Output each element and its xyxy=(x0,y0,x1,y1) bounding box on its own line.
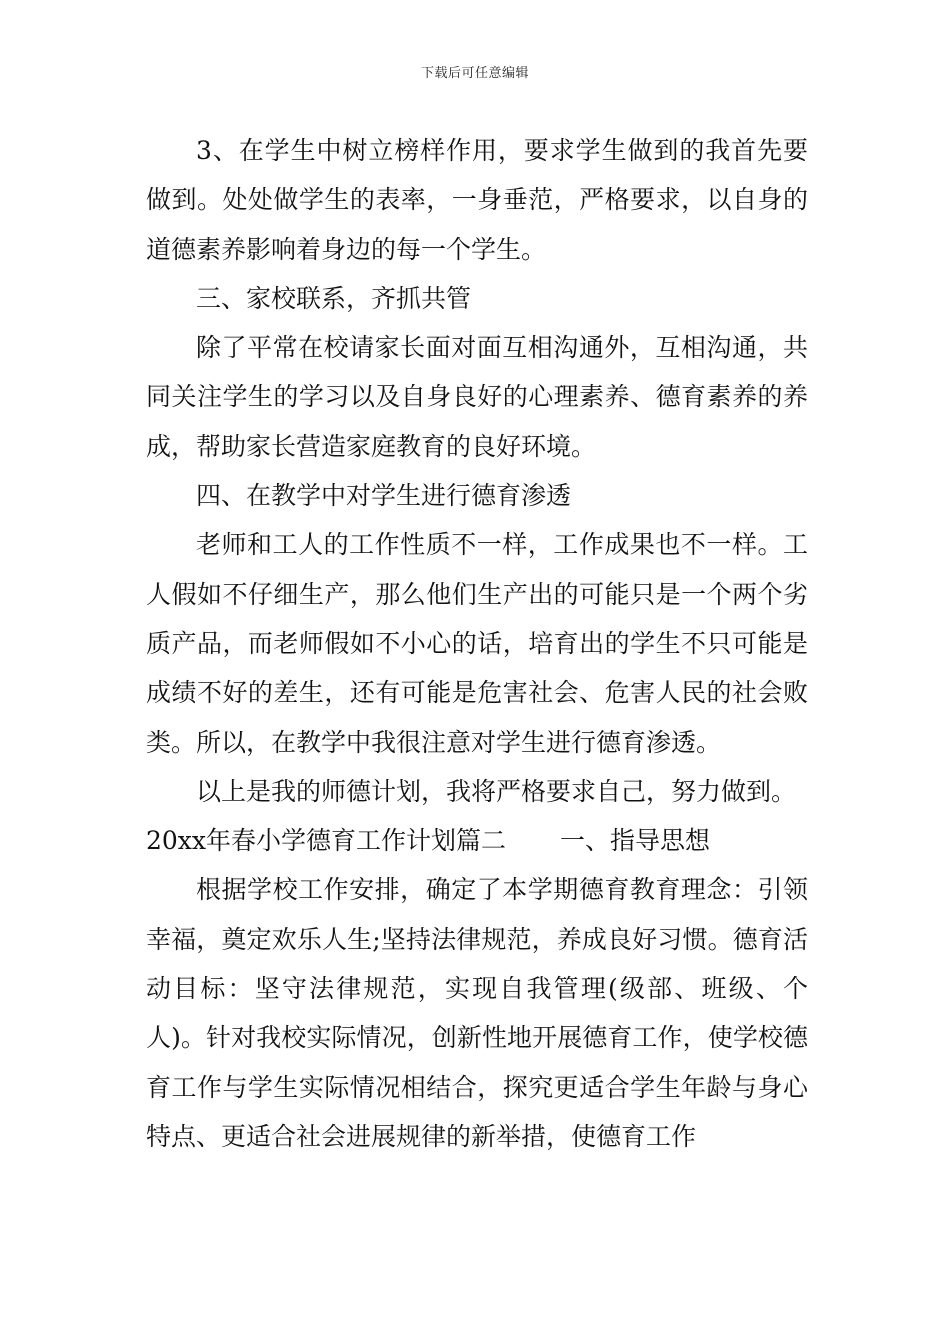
section-heading-line xyxy=(146,816,808,865)
heading-moral-education-in-teaching: 四、在教学中对学生进行德育渗透 xyxy=(196,481,572,511)
paragraph-parent-communication: 除了平常在校请家长面对面互相沟通外，互相沟通，共同关注学生的学习以及自身良好的心理素养、德育素养的养成，帮助家长营造家庭教育的良好环境。 xyxy=(146,333,808,461)
document-body xyxy=(146,126,808,1161)
section-title: 20xx年春小学德育工作计划篇二 xyxy=(146,826,507,856)
section-subtitle: 一、指导思想 xyxy=(560,826,711,856)
paragraph-teacher-vs-worker: 老师和工人的工作性质不一样，工作成果也不一样。工人假如不仔细生产，那么他们生产出的可能只是一个两个劣质产品，而老师假如不小心的话，培育出的学生不只可能是成绩不好的差生，还有可能是危害社会、危害人民的社会败类。所以，在教学中我很注意对学生进行德育渗透。 xyxy=(146,530,808,757)
paragraph-role-model: 3、在学生中树立榜样作用，要求学生做到的我首先要做到。处处做学生的表率，一身垂范，严格要求，以自身的道德素养影响着身边的每一个学生。 xyxy=(146,136,808,264)
paragraph-conclusion: 以上是我的师德计划，我将严格要求自己，努力做到。 xyxy=(196,776,797,806)
page-header-note: 下载后可任意编辑 xyxy=(420,66,529,81)
heading-home-school-contact: 三、家校联系，齐抓共管 xyxy=(196,283,472,313)
paragraph-guiding-ideology: 根据学校工作安排，确定了本学期德育教育理念：引领幸福，奠定欢乐人生;坚持法律规范，养成良好习惯。德育活动目标：坚守法律规范，实现自我管理(级部、班级、个人)。针对我校实际情况，创新性地开展德育工作，使学校德育工作与学生实际情况相结合，探究更适合学生年龄与身心特点、更适合社会进展规律的新举措，使德育工作 xyxy=(146,875,808,1151)
